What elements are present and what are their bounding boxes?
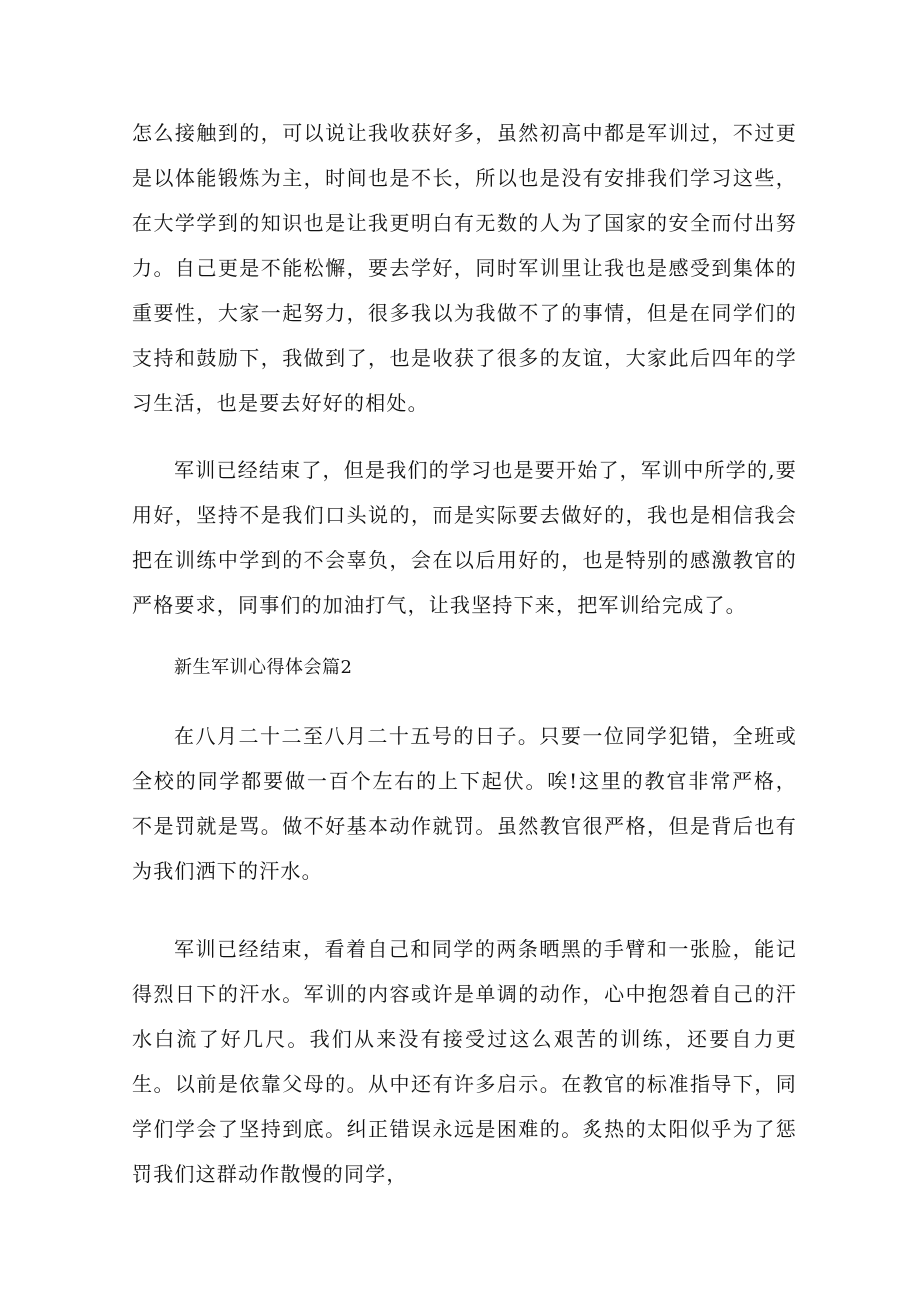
body-paragraph-2: 军训已经结束了，但是我们的学习也是要开始了，军训中所学的,要用好，坚持不是我们口头说的，而是实际要去做好的，我也是相信我会把在训练中学到的不会辜负，会在以后用好的，也是特别的感激教官的严格要求，同事们的加油打气，让我坚持下来，把军训给完成了。: [132, 458, 797, 617]
body-paragraph-1: 怎么接触到的，可以说让我收获好多，虽然初高中都是军训过，不过更是以体能锻炼为主，时间也是不长，所以也是没有安排我们学习这些，在大学学到的知识也是让我更明白有无数的人为了国家的安全而付出努力。自己更是不能松懈，要去学好，同时军训里让我也是感受到集体的重要性，大家一起努力，很多我以为我做不了的事情，但是在同学们的支持和鼓励下，我做到了，也是收获了很多的友谊，大家此后四年的学习生活，也是要去好好的相处。: [132, 121, 797, 415]
section-heading: 新生军训心得体会篇2: [174, 657, 353, 678]
body-paragraph-4: 军训已经结束，看着自己和同学的两条晒黑的手臂和一张脸，能记得烈日下的汗水。军训的内容或许是单调的动作，心中抱怨着自己的汗水白流了好几尺。我们从来没有接受过这么艰苦的训练，还要自力更生。以前是依靠父母的。从中还有许多启示。在教官的标准指导下，同学们学会了坚持到底。纠正错误永远是困难的。炙热的太阳似乎为了惩罚我们这群动作散慢的同学，: [132, 937, 797, 1186]
body-paragraph-3: 在八月二十二至八月二十五号的日子。只要一位同学犯错，全班或全校的同学都要做一百个左右的上下起伏。唉!这里的教官非常严格，不是罚就是骂。做不好基本动作就罚。虽然教官很严格，但是背后也有为我们洒下的汗水。: [132, 724, 797, 883]
